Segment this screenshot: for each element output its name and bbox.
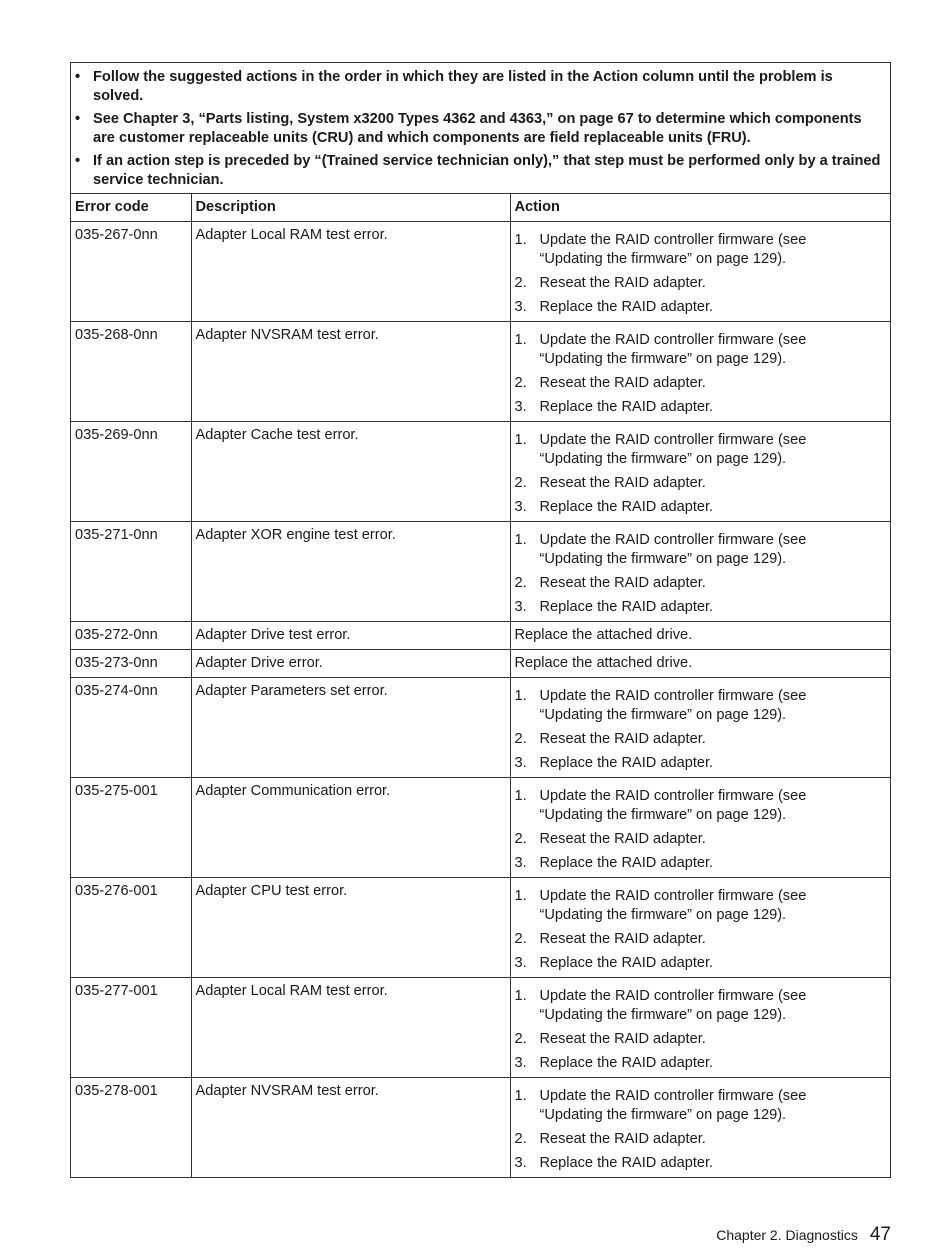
action-step [515, 274, 887, 293]
step-number: 3. [514, 399, 527, 415]
note-text: If an action step is preceded by “(Trained service technician only),” that step must be performed only by a trained service technician. [93, 153, 881, 188]
error-code-cell: 035-267-0nn [71, 222, 191, 322]
step-number: 1. [514, 688, 527, 704]
action-step [515, 1087, 887, 1125]
action-step [515, 754, 887, 773]
step-text: Update the RAID controller firmware (see “Updating the firmware” on page 129). [539, 888, 807, 923]
action-step [515, 398, 887, 417]
table-row [71, 978, 890, 1078]
description-cell: Adapter Local RAM test error. [191, 978, 510, 1078]
note-item [75, 68, 884, 106]
note-text: Follow the suggested actions in the order in which they are listed in the Action column until the problem is solved. [93, 69, 833, 104]
description-cell: Adapter NVSRAM test error. [191, 322, 510, 422]
step-text: Reseat the RAID adapter. [539, 831, 706, 847]
description-cell: Adapter CPU test error. [191, 878, 510, 978]
action-cell: Replace the attached drive. [510, 650, 890, 678]
error-code-cell: 035-273-0nn [71, 650, 191, 678]
step-number: 3. [514, 299, 527, 315]
step-number: 2. [514, 731, 527, 747]
action-step [515, 231, 887, 269]
page-footer [716, 1224, 891, 1246]
header-action: Action [510, 194, 890, 222]
action-step [515, 887, 887, 925]
step-text: Replace the RAID adapter. [539, 299, 714, 315]
action-steps [515, 531, 887, 617]
header-description: Description [191, 194, 510, 222]
step-number: 1. [514, 788, 527, 804]
bullet-icon: • [75, 153, 81, 169]
step-text: Replace the RAID adapter. [539, 955, 714, 971]
error-code-cell: 035-271-0nn [71, 522, 191, 622]
action-steps [515, 887, 887, 973]
error-code-table-frame [70, 62, 891, 1178]
error-code-cell: 035-276-001 [71, 878, 191, 978]
action-cell [510, 1078, 890, 1178]
action-step [515, 298, 887, 317]
step-text: Update the RAID controller firmware (see “Updating the firmware” on page 129). [539, 532, 807, 567]
action-cell [510, 222, 890, 322]
table-row [71, 622, 890, 650]
table-notes [71, 63, 890, 194]
description-cell: Adapter Local RAM test error. [191, 222, 510, 322]
step-number: 1. [514, 532, 527, 548]
description-cell: Adapter Drive test error. [191, 622, 510, 650]
table-row [71, 878, 890, 978]
step-text: Reseat the RAID adapter. [539, 931, 706, 947]
step-number: 2. [514, 931, 527, 947]
action-cell [510, 322, 890, 422]
step-text: Replace the RAID adapter. [539, 855, 714, 871]
action-cell: Replace the attached drive. [510, 622, 890, 650]
error-code-cell: 035-268-0nn [71, 322, 191, 422]
action-step [515, 374, 887, 393]
step-number: 3. [514, 1055, 527, 1071]
action-step [515, 1130, 887, 1149]
table-row [71, 322, 890, 422]
table-row [71, 778, 890, 878]
error-code-cell: 035-272-0nn [71, 622, 191, 650]
action-steps [515, 787, 887, 873]
step-number: 1. [514, 432, 527, 448]
description-cell: Adapter Communication error. [191, 778, 510, 878]
action-step [515, 1030, 887, 1049]
step-text: Reseat the RAID adapter. [539, 375, 706, 391]
step-number: 1. [514, 988, 527, 1004]
action-step [515, 474, 887, 493]
step-text: Reseat the RAID adapter. [539, 731, 706, 747]
bullet-icon: • [75, 111, 81, 127]
action-steps [515, 1087, 887, 1173]
table-header-row [71, 194, 890, 222]
step-number: 2. [514, 375, 527, 391]
step-number: 3. [514, 955, 527, 971]
step-number: 3. [514, 599, 527, 615]
step-text: Replace the RAID adapter. [539, 755, 714, 771]
error-code-table [71, 194, 890, 1177]
step-text: Update the RAID controller firmware (see “Updating the firmware” on page 129). [539, 332, 807, 367]
description-cell: Adapter NVSRAM test error. [191, 1078, 510, 1178]
step-text: Update the RAID controller firmware (see “Updating the firmware” on page 129). [539, 788, 807, 823]
step-text: Reseat the RAID adapter. [539, 1131, 706, 1147]
step-number: 3. [514, 1155, 527, 1171]
action-cell [510, 422, 890, 522]
error-code-cell: 035-277-001 [71, 978, 191, 1078]
step-number: 2. [514, 1031, 527, 1047]
action-step [515, 787, 887, 825]
description-cell: Adapter XOR engine test error. [191, 522, 510, 622]
action-steps [515, 687, 887, 773]
error-code-cell: 035-278-001 [71, 1078, 191, 1178]
description-cell: Adapter Parameters set error. [191, 678, 510, 778]
note-item [75, 152, 884, 190]
action-step [515, 331, 887, 369]
error-code-cell: 035-269-0nn [71, 422, 191, 522]
step-text: Replace the RAID adapter. [539, 599, 714, 615]
table-row [71, 1078, 890, 1178]
table-body [71, 222, 890, 1178]
description-cell: Adapter Cache test error. [191, 422, 510, 522]
table-row [71, 678, 890, 778]
table-row [71, 422, 890, 522]
step-number: 3. [514, 755, 527, 771]
action-step [515, 431, 887, 469]
step-number: 1. [514, 888, 527, 904]
action-step [515, 687, 887, 725]
step-text: Replace the RAID adapter. [539, 399, 714, 415]
step-number: 1. [514, 332, 527, 348]
description-cell: Adapter Drive error. [191, 650, 510, 678]
error-code-cell: 035-274-0nn [71, 678, 191, 778]
step-text: Update the RAID controller firmware (see “Updating the firmware” on page 129). [539, 688, 807, 723]
action-step [515, 598, 887, 617]
action-step [515, 987, 887, 1025]
header-error-code: Error code [75, 199, 149, 215]
step-text: Update the RAID controller firmware (see “Updating the firmware” on page 129). [539, 988, 807, 1023]
step-text: Reseat the RAID adapter. [539, 575, 706, 591]
chapter-label: Chapter 2. Diagnostics [716, 1227, 858, 1243]
step-text: Replace the RAID adapter. [539, 1155, 714, 1171]
step-number: 1. [514, 1088, 527, 1104]
step-text: Update the RAID controller firmware (see “Updating the firmware” on page 129). [539, 1088, 807, 1123]
step-number: 2. [514, 575, 527, 591]
action-cell [510, 778, 890, 878]
action-steps [515, 987, 887, 1073]
step-number: 3. [514, 499, 527, 515]
step-number: 2. [514, 831, 527, 847]
action-step [515, 830, 887, 849]
action-steps [515, 231, 887, 317]
step-number: 2. [514, 275, 527, 291]
step-text: Reseat the RAID adapter. [539, 1031, 706, 1047]
step-number: 1. [514, 232, 527, 248]
bullet-icon: • [75, 69, 81, 85]
step-text: Update the RAID controller firmware (see “Updating the firmware” on page 129). [539, 232, 807, 267]
action-steps [515, 431, 887, 517]
note-item [75, 110, 884, 148]
action-steps [515, 331, 887, 417]
table-row [71, 650, 890, 678]
table-row [71, 522, 890, 622]
action-cell [510, 978, 890, 1078]
step-text: Update the RAID controller firmware (see “Updating the firmware” on page 129). [539, 432, 807, 467]
step-number: 2. [514, 475, 527, 491]
action-step [515, 1154, 887, 1173]
page-number: 47 [869, 1224, 891, 1245]
action-cell [510, 878, 890, 978]
action-step [515, 854, 887, 873]
step-text: Replace the RAID adapter. [539, 1055, 714, 1071]
step-number: 3. [514, 855, 527, 871]
action-step [515, 574, 887, 593]
step-text: Reseat the RAID adapter. [539, 475, 706, 491]
note-text: See Chapter 3, “Parts listing, System x3200 Types 4362 and 4363,” on page 67 to determine which components are customer replaceable units (CRU) and which components are field replaceable units (FRU). [93, 111, 862, 146]
step-number: 2. [514, 1131, 527, 1147]
error-code-cell: 035-275-001 [71, 778, 191, 878]
action-cell [510, 522, 890, 622]
action-step [515, 531, 887, 569]
action-step [515, 1054, 887, 1073]
step-text: Replace the RAID adapter. [539, 499, 714, 515]
action-step [515, 498, 887, 517]
action-step [515, 954, 887, 973]
step-text: Reseat the RAID adapter. [539, 275, 706, 291]
action-step [515, 730, 887, 749]
action-cell [510, 678, 890, 778]
action-step [515, 930, 887, 949]
table-row [71, 222, 890, 322]
